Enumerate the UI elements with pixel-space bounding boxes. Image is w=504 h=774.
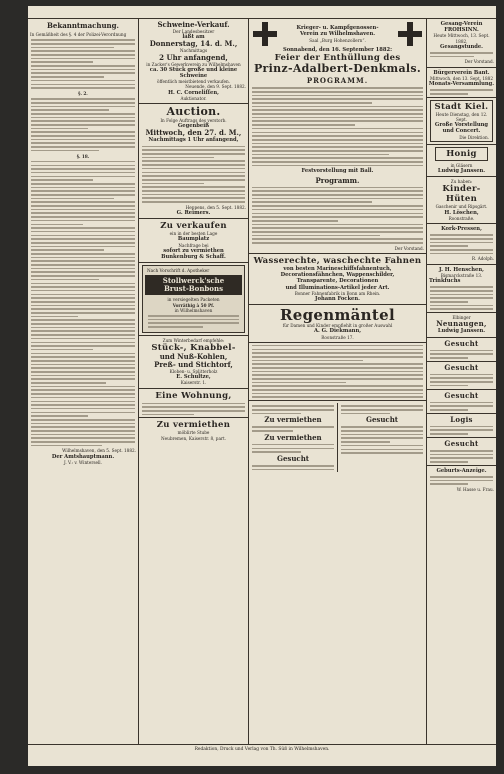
ad-auction-signer: G. Reimers.: [176, 209, 211, 216]
notice-intro: In Gemäßheit des §. 4 der Polizei-Verordnung: [30, 32, 127, 37]
program-heading: PROGRAMM.: [306, 76, 369, 86]
ad-stadt-kiel-title: Stadt Kiel.: [434, 101, 489, 112]
printer-imprint: Redaktion, Druck und Verlag von Th. Süß in Wilhelmshaven.: [194, 747, 330, 752]
ad-to-rent-title: Zu vermiethen: [264, 415, 322, 425]
notice-heading: Bekanntmachung.: [47, 21, 119, 30]
ad-choir-title: Gesang-Verein FROHSINN.: [440, 21, 483, 34]
main-ad-headline-1: Feier der Enthüllung des: [274, 53, 401, 64]
column-ads-right: Gesang-Verein FROHSINN. Heute Mittwoch, 13. Sept. 1882, Gesangstunde. Der Vorstand. Bürgerverein Bant. Mittwoch, den 13. Sept. 1882 Monats-Versammlung. Stadt Kiel. Heute Dienstag, den 12. Sept. Große Vorstellung und Concert. Die Direktion. Honig in Gläsern Ludwig Janssen. Zu haben: Kinder-Hüten Gaschenir und Ripsgärt. H. Löschen, Roonstraße. Kork-Pressen, R. Adolph. J. H. Henschen, Bismarckstraße 13. Trinkfuchs Elbinger Neunaugen, Ludwig Janssen. Gesucht Gesucht Gesucht Logis Gesucht Geburts-Anzeige. W. Hasse u. Frau.: [428, 21, 495, 493]
notice-signer: J. V.: v. Wintersell.: [64, 459, 102, 465]
column-ads-left: Schweine-Verkauf. Der Landesbesitzer läßt am Donnerstag, 14. d. M., Nachmittags 2 Uhr anfangend, in Zacker's Gewerkverein zu Wilhelmshaven ca. 30 Stück große und kleine Schweine öffentlich meistbietend verkaufen. Neuende, den 9. Sept. 1882. H. C. Corneliſſen, Auktionator. Auction. In Folge Auftrags des verstorb. Gegenbeiß Mittwoch, den 27. d. M., Nachmittags 1 Uhr anfangend, Heppens, den 5. Sept. 1882. G. Reimers. Zu verkaufen ein in der besten Lage Baumplatz Nachfrage bei sofort zu vermiethen Bunkenburg & Schaff. Nach Vorschrift d. Apotheker Stollwerck'sche Brust-Bonbons in versiegelten Packeten Vorräthig à 50 Pf. in Wilhelmshaven Zum Winterbedarf empfehle: Stück-, Knabbel- und Nuß-Kohlen, Preß- und Stichtorf, Kloben- u. Splitterholz E. Schultze, Kaiserstr. 1. Eine Wohnung, Zu vermiethen möblirte Stube Neubremen, Kaiserstr. 8, part.: [139, 18, 248, 744]
ad-apartment-title: Eine Wohnung,: [155, 390, 232, 401]
ad-pig-sale-title: Schweine-Verkauf.: [157, 20, 230, 29]
ad-birth-notice-title: Geburts-Anzeige.: [436, 467, 487, 474]
ad-citizens-title: Bürgerverein Bant.: [433, 69, 490, 76]
ad-coal-title: Stück-, Knabbel-: [151, 343, 236, 354]
notice-section-18: §. 18.: [76, 153, 90, 159]
program-heading-2: Programm.: [315, 175, 360, 185]
ad-rent-title: Zu vermiethen: [156, 420, 231, 431]
ad-lodging-title: Logis: [450, 414, 473, 424]
iron-cross-icon: [398, 22, 422, 46]
notice-place-date: Wilhelmshaven, den 5. Sept. 1882.: [62, 448, 136, 454]
ad-wanted-title-1: Gesucht: [444, 338, 479, 348]
main-ad-org-1: Krieger- u. Kampfgenossen-: [296, 25, 379, 32]
ad-auction-title: Auction.: [166, 105, 221, 119]
ad-honey-title: Honig: [446, 148, 477, 159]
ad-stollwerck-box: Nach Vorschrift d. Apotheker Stollwerck'sche Brust-Bonbons in versiegelten Packeten Vorräthig à 50 Pf. in Wilhelmshaven: [142, 265, 245, 333]
ad-wanted-title-2: Gesucht: [444, 362, 479, 372]
ad-flags-title: Wasserechte, waschechte Fahnen: [253, 255, 422, 266]
ad-henschen-title: J. H. Henschen,: [439, 266, 484, 273]
ad-wanted-title-3: Gesucht: [444, 390, 479, 400]
ad-for-sale-title: Zu verkaufen: [160, 221, 227, 232]
iron-cross-icon: [253, 22, 277, 46]
ad-stadt-kiel-box: Stadt Kiel. Heute Dienstag, den 12. Sept. Große Vorstellung und Concert. Die Direktion.: [430, 100, 493, 142]
column-main: Krieger- u. Kampfgenossen- Verein zu Wilhelmshaven. Saal „Burg Hohenzollern“. Sonnabend, den 16. September 1882: Feier der Enthüllung des Prinz-Adalbert-Denkmals. PROGRAMM. Festvorstellung mit Ball. Programm. Der Vorstand. Wasserechte, waschechte Fahnen von besten Marineschiffsfahnentuch, Decorationsfähnchen, Wappenschilder, Transparente, Decorationen und Illuminations-Artikel jeder Art. Bonner Fahnenfabrik in Bonn am Rhein. Johann Focken. Regenmäntel für Damen und Kinder empfiehlt in großer Auswahl A. G. Diekmann, Roonstraße 17. Zu vermiethen Zu vermiethen Gesucht Gesucht: [249, 18, 426, 744]
program-text: [252, 87, 423, 166]
ad-raincoats-title: Regenmäntel: [280, 306, 395, 325]
notice-body-text: [31, 39, 135, 89]
main-ad-headline-2: Prinz-Adalbert-Denkmals.: [253, 62, 422, 76]
notice-section-2: §. 2.: [78, 90, 88, 96]
ad-pig-sale-signer: H. C. Corneliſſen,: [168, 89, 219, 96]
newspaper-page: [28, 6, 496, 766]
main-ad-org-2: Verein zu Wilhelmshaven.: [299, 31, 376, 38]
column-notices: [28, 18, 138, 744]
ad-cork-presses-title: Kork-Pressen,: [441, 226, 482, 232]
ad-neunaugen-title: Neunaugen,: [436, 319, 487, 329]
ad-wanted-title-4: Gesucht: [444, 438, 479, 448]
ad-childrens-hats-title: Kinder-Hüten: [442, 184, 481, 205]
notice-signature: Der Amtshauptmann.: [51, 453, 115, 460]
classified-small-ads: [252, 345, 423, 398]
